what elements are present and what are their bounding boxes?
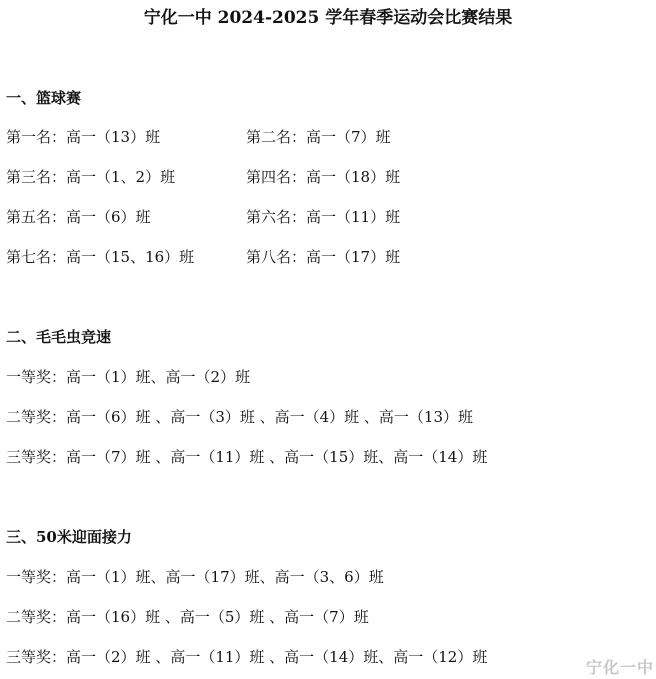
relay-second-prize: 二等奖：高一（16）班 、高一（5）班 、高一（7）班 xyxy=(6,608,369,626)
relay-third-prize: 三等奖：高一（2）班 、高一（11）班 、高一（14）班、高一（12）班 xyxy=(6,648,488,666)
section-heading-basketball: 一、篮球赛 xyxy=(6,89,82,107)
basketball-place-5: 第五名：高一（6）班 xyxy=(6,208,151,226)
caterpillar-second-prize: 二等奖：高一（6）班 、高一（3）班 、高一（4）班 、高一（13）班 xyxy=(6,408,474,426)
basketball-place-7: 第七名：高一（15、16）班 xyxy=(6,248,195,266)
basketball-place-2: 第二名：高一（7）班 xyxy=(246,128,391,146)
basketball-place-3: 第三名：高一（1、2）班 xyxy=(6,168,176,186)
caterpillar-first-prize: 一等奖：高一（1）班、高一（2）班 xyxy=(6,368,251,386)
section-heading-relay: 三、50米迎面接力 xyxy=(6,528,132,546)
basketball-place-4: 第四名：高一（18）班 xyxy=(246,168,401,186)
document-title: 宁化一中 2024-2025 学年春季运动会比赛结果 xyxy=(143,8,513,28)
basketball-place-6: 第六名：高一（11）班 xyxy=(246,208,401,226)
relay-first-prize: 一等奖：高一（1）班、高一（17）班、高一（3、6）班 xyxy=(6,568,384,586)
watermark-logo: 宁化一中 xyxy=(585,658,654,677)
basketball-place-1: 第一名：高一（13）班 xyxy=(6,128,161,146)
basketball-place-8: 第八名：高一（17）班 xyxy=(246,248,401,266)
section-heading-caterpillar: 二、毛毛虫竞速 xyxy=(6,328,112,346)
caterpillar-third-prize: 三等奖：高一（7）班 、高一（11）班 、高一（15）班、高一（14）班 xyxy=(6,448,488,466)
